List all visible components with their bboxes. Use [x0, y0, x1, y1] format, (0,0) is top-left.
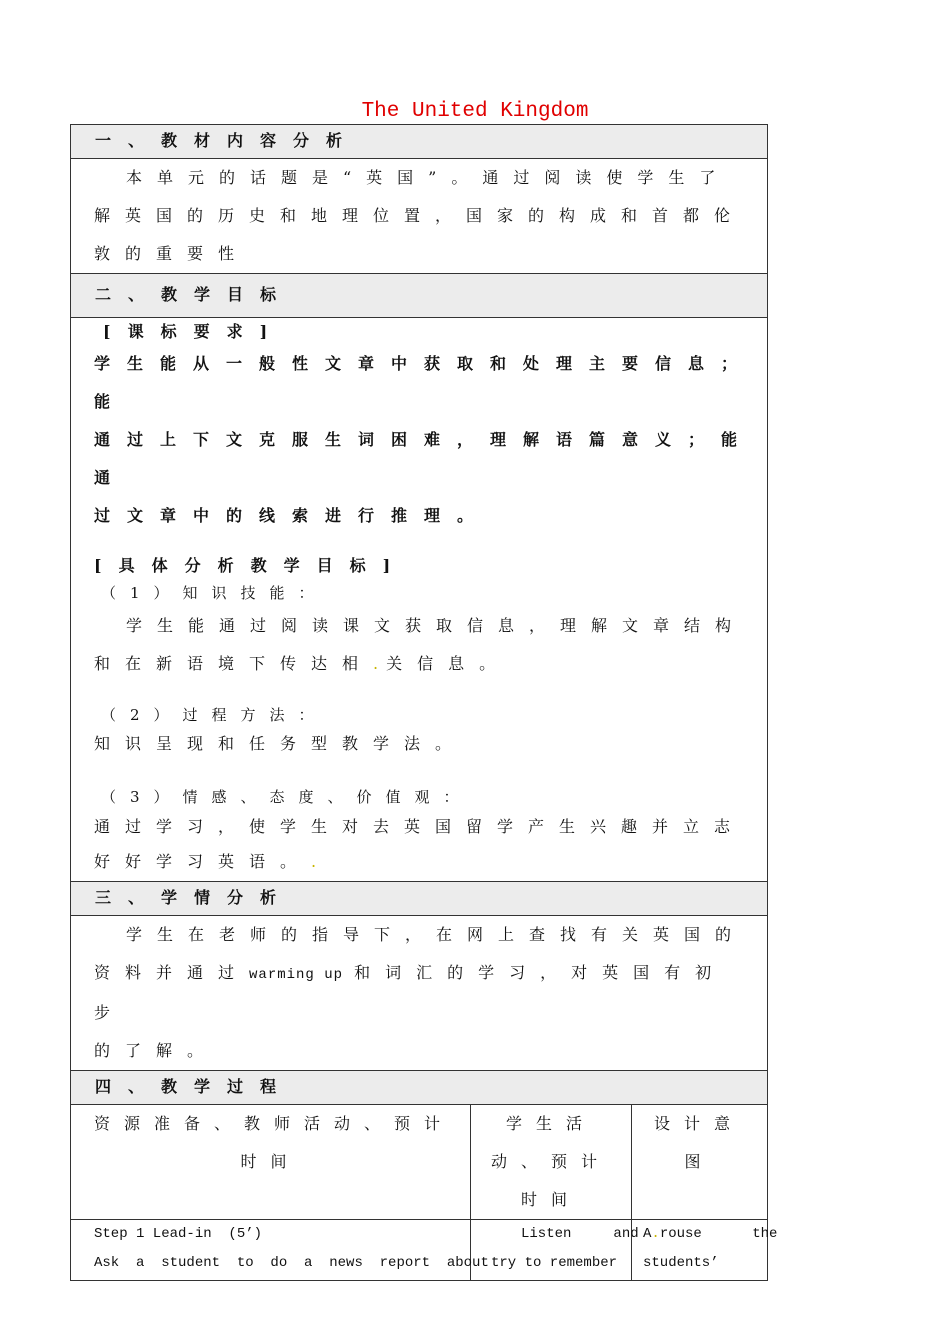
section-1-body — [71, 159, 768, 274]
section-header-row — [71, 1071, 768, 1105]
section-1-header: 一、教材内容分析 — [95, 131, 360, 150]
g3-label: （3）情感、态度、价值观： — [101, 788, 473, 806]
s2-req-line-1: 学生能从一般性文章中获取和处理主要信息；能 — [94, 354, 755, 411]
col2-header-line-2: 动、预计 — [490, 1152, 611, 1171]
g3-line-1: 通过学习，使学生对去英国留学产生兴趣并立志 — [94, 817, 746, 836]
s2-req-line-2: 通过上下文克服生词困难，理解语篇意义；能通 — [94, 430, 755, 487]
g2-line-1: 知识呈现和任务型教学法。 — [94, 734, 467, 753]
s1-line-2: 解英国的历史和地理位置，国家的构成和首都伦 — [94, 206, 746, 225]
section-4-header: 四、教学过程 — [95, 1077, 294, 1096]
s3-line-1: 学生在老师的指导下，在网上查找有关英国的 — [126, 925, 747, 944]
step1-purpose-2: students’ — [643, 1255, 719, 1271]
s1-line-3: 敦的重要性 — [94, 244, 250, 263]
section-header-row — [71, 274, 768, 318]
process-header-row — [71, 1105, 768, 1220]
section-2-header: 二、教学目标 — [95, 285, 294, 304]
s2-goal-label: [具体分析教学目标] — [94, 556, 408, 575]
step1-purpose-1: A.rouse the — [643, 1226, 778, 1242]
stray-dot: . — [373, 654, 387, 673]
step1-teacher-activity: Ask a student to do a news report about — [94, 1255, 489, 1271]
s3-english-term: warming up — [249, 967, 344, 983]
g3-line-2: 好好学习英语。. — [94, 852, 325, 871]
col1-header-line-2: 时间 — [240, 1152, 301, 1171]
section-2-body — [71, 318, 768, 882]
col2-header-line-3: 时间 — [520, 1190, 581, 1209]
col2-header-line-1: 学生活 — [505, 1114, 596, 1133]
s3-line-2: 资料并通过warming up 和词汇的学习，对英国有初步 — [94, 963, 727, 1022]
process-row-step-1 — [71, 1220, 768, 1281]
s1-line-1: 本单元的话题是“英国”。通过阅读使学生了 — [126, 168, 731, 187]
g1-line-2: 和在新语境下传达相.关信息。 — [94, 654, 511, 673]
s2-req-label: [课标要求] — [103, 322, 285, 341]
stray-dot: . — [311, 852, 325, 871]
document-title: The United Kingdom — [361, 100, 589, 123]
section-header-row — [71, 882, 768, 916]
g2-label: （2）过程方法： — [101, 706, 328, 724]
col1-header-line-1: 资源准备、教师活动、预计 — [94, 1114, 455, 1133]
col3-header-line-1: 设计意 — [654, 1114, 745, 1133]
g1-label: （1）知识技能： — [101, 584, 328, 602]
section-3-body — [71, 916, 768, 1071]
g1-line-1: 学生能通过阅读课文获取信息，理解文章结构 — [126, 616, 747, 635]
col3-header-line-2: 图 — [684, 1152, 715, 1171]
step1-title: Step 1 Lead-in (5’) — [94, 1226, 263, 1242]
step1-student-activity-2: try to remember — [491, 1255, 618, 1271]
s2-req-line-3: 过文章中的线索进行推理。 — [94, 506, 491, 525]
step1-student-activity-1: Listen and — [521, 1226, 639, 1242]
section-3-header: 三、学情分析 — [95, 888, 294, 907]
s3-line-3: 的了解。 — [94, 1041, 219, 1060]
section-header-row — [71, 125, 768, 159]
stray-dot: . — [651, 1226, 660, 1242]
lesson-plan-table — [70, 124, 778, 1281]
